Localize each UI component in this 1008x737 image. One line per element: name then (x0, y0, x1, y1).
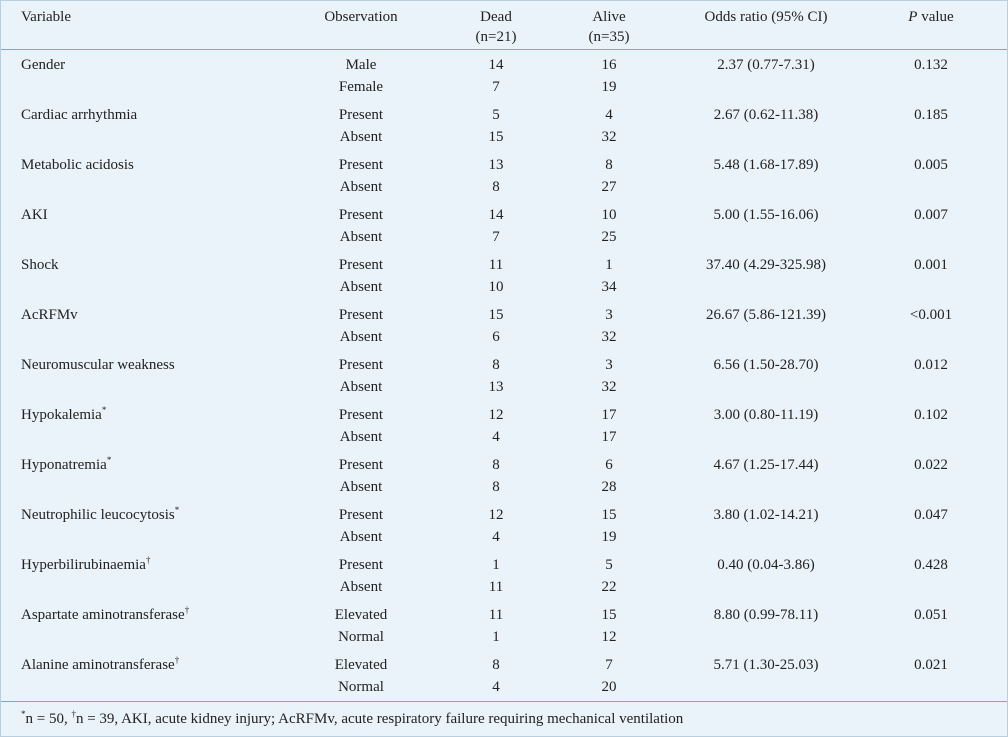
cell-dead (441, 605, 551, 648)
cell-alive (554, 155, 664, 198)
cell-variable (21, 405, 106, 427)
dead-count-1: 14 (488, 57, 504, 73)
dead-count-2: 4 (492, 678, 500, 695)
observation-2: Absent (339, 128, 383, 145)
cell-observation (286, 505, 436, 548)
dead-count-2: 6 (492, 328, 500, 345)
cell-dead (441, 455, 551, 498)
cell-odds-ratio: 5.48 (1.68-17.89) (713, 157, 819, 173)
variable-label: Cardiac arrhythmia (21, 107, 138, 123)
table-row (1, 500, 1007, 550)
dead-count-1: 11 (488, 257, 504, 273)
cell-dead (441, 305, 551, 348)
table-row (1, 50, 1007, 100)
header-p-rest: value (917, 9, 954, 25)
variable-label: Metabolic acidosis (21, 157, 134, 173)
table-row (1, 200, 1007, 250)
header-alive-label: Alive (592, 9, 626, 25)
cell-p-value: 0.047 (914, 507, 948, 523)
observation-1: Present (338, 357, 384, 373)
alive-count-1: 17 (601, 407, 617, 423)
cell-observation (286, 605, 436, 648)
alive-count-1: 15 (601, 507, 617, 523)
variable-label: Neuromuscular weakness (21, 357, 175, 373)
dead-count-2: 8 (492, 478, 500, 495)
footnote-mark-1: * (21, 709, 26, 719)
cell-p-value: 0.001 (914, 257, 948, 273)
observation-1: Present (338, 507, 384, 523)
header-p-italic: P (908, 9, 918, 25)
variable-label: Gender (21, 57, 66, 73)
cell-observation (286, 305, 436, 348)
cell-dead (441, 555, 551, 598)
cell-p-value: 0.005 (914, 157, 948, 173)
cell-variable (21, 55, 65, 77)
dead-count-1: 8 (492, 357, 500, 373)
observation-1: Present (338, 407, 384, 423)
observation-1: Present (338, 257, 384, 273)
alive-count-1: 5 (605, 557, 613, 573)
variable-label: Hyperbilirubinaemia (21, 557, 146, 573)
dead-count-1: 15 (488, 307, 504, 323)
dead-count-2: 4 (492, 528, 500, 545)
alive-count-2: 28 (601, 478, 617, 495)
variable-footnote-mark: † (184, 605, 190, 615)
footnote-part-1: n = 50, (25, 711, 72, 727)
variable-label: AKI (21, 207, 48, 223)
alive-count-1: 6 (605, 457, 613, 473)
table-row (1, 300, 1007, 350)
alive-count-2: 20 (601, 678, 617, 695)
table-row (1, 650, 1007, 700)
variable-footnote-mark: * (101, 405, 107, 415)
cell-odds-ratio: 37.40 (4.29-325.98) (706, 257, 826, 273)
cell-observation (286, 255, 436, 298)
observation-1: Present (338, 457, 384, 473)
observation-1: Present (338, 557, 384, 573)
observation-1: Present (338, 307, 384, 323)
cell-odds-ratio: 26.67 (5.86-121.39) (706, 307, 826, 323)
cell-observation (286, 355, 436, 398)
cell-observation (286, 455, 436, 498)
table-row (1, 550, 1007, 600)
cell-dead (441, 255, 551, 298)
dead-count-2: 8 (492, 178, 500, 195)
alive-count-2: 19 (601, 78, 617, 95)
table-row (1, 450, 1007, 500)
dead-count-1: 12 (488, 407, 504, 423)
cell-dead (441, 155, 551, 198)
cell-variable (21, 155, 134, 177)
cell-alive (554, 305, 664, 348)
cell-variable (21, 255, 59, 277)
alive-count-1: 4 (605, 107, 613, 123)
table-row (1, 100, 1007, 150)
cell-observation (286, 205, 436, 248)
dead-count-1: 13 (488, 157, 504, 173)
footnote-mark-2: † (71, 709, 76, 719)
table-row (1, 250, 1007, 300)
header-alive (554, 7, 664, 47)
alive-count-1: 8 (605, 157, 613, 173)
cell-p-value: 0.428 (914, 557, 948, 573)
cell-odds-ratio: 4.67 (1.25-17.44) (713, 457, 819, 473)
cell-observation (286, 55, 436, 98)
alive-count-2: 32 (601, 378, 617, 395)
cell-alive (554, 255, 664, 298)
header-dead-label: Dead (480, 9, 512, 25)
cell-odds-ratio: 0.40 (0.04-3.86) (717, 557, 815, 573)
dead-count-2: 10 (488, 278, 504, 295)
variable-label: Hyponatremia (21, 457, 107, 473)
cell-variable (21, 655, 179, 677)
observation-2: Absent (339, 278, 383, 295)
observation-1: Present (338, 107, 384, 123)
cell-p-value: 0.007 (914, 207, 948, 223)
cell-odds-ratio: 5.71 (1.30-25.03) (713, 657, 819, 673)
cell-observation (286, 405, 436, 448)
alive-count-2: 27 (601, 178, 617, 195)
observation-1: Male (345, 57, 377, 73)
table-body (1, 50, 1007, 701)
dead-count-1: 5 (492, 107, 500, 123)
table-row (1, 350, 1007, 400)
cell-p-value: 0.102 (914, 407, 948, 423)
observation-2: Absent (339, 178, 383, 195)
header-observation: Observation (324, 9, 398, 25)
observation-2: Normal (338, 678, 384, 695)
cell-dead (441, 205, 551, 248)
cell-observation (286, 105, 436, 148)
observation-2: Female (338, 78, 384, 95)
cell-variable (21, 555, 150, 577)
cell-variable (21, 305, 78, 327)
header-dead-n: (n=21) (475, 29, 517, 45)
cell-observation (286, 155, 436, 198)
dead-count-1: 12 (488, 507, 504, 523)
cell-p-value: <0.001 (909, 307, 953, 323)
alive-count-2: 32 (601, 128, 617, 145)
observation-2: Absent (339, 428, 383, 445)
variable-label: Hypokalemia (21, 407, 102, 423)
alive-count-2: 19 (601, 528, 617, 545)
cell-p-value: 0.021 (914, 657, 948, 673)
cell-alive (554, 105, 664, 148)
alive-count-1: 16 (601, 57, 617, 73)
table-header (1, 1, 1007, 50)
cell-p-value: 0.051 (914, 607, 948, 623)
variable-footnote-mark: * (174, 505, 180, 515)
dead-count-1: 8 (492, 457, 500, 473)
cell-dead (441, 355, 551, 398)
cell-alive (554, 405, 664, 448)
cell-dead (441, 55, 551, 98)
cell-observation (286, 555, 436, 598)
alive-count-1: 1 (605, 257, 613, 273)
variable-label: Neutrophilic leucocytosis (21, 507, 175, 523)
header-dead (441, 7, 551, 47)
cell-variable (21, 355, 175, 377)
alive-count-1: 3 (605, 307, 613, 323)
cell-variable (21, 605, 189, 627)
variable-label: Shock (21, 257, 59, 273)
observation-1: Elevated (334, 657, 388, 673)
cell-odds-ratio: 2.67 (0.62-11.38) (713, 107, 819, 123)
dead-count-2: 15 (488, 128, 504, 145)
dead-count-2: 4 (492, 428, 500, 445)
cell-dead (441, 405, 551, 448)
dead-count-1: 11 (488, 607, 504, 623)
cell-alive (554, 455, 664, 498)
table-row (1, 150, 1007, 200)
cell-variable (21, 205, 48, 227)
dead-count-2: 7 (492, 228, 500, 245)
cell-odds-ratio: 3.00 (0.80-11.19) (713, 407, 819, 423)
footnote-text (21, 709, 683, 729)
cell-odds-ratio: 2.37 (0.77-7.31) (717, 57, 815, 73)
observation-2: Absent (339, 328, 383, 345)
observation-2: Absent (339, 228, 383, 245)
observation-2: Normal (338, 628, 384, 645)
cell-alive (554, 355, 664, 398)
dead-count-1: 1 (492, 557, 500, 573)
dead-count-2: 7 (492, 78, 500, 95)
variable-footnote-mark: * (106, 455, 112, 465)
cell-odds-ratio: 3.80 (1.02-14.21) (713, 507, 819, 523)
alive-count-1: 3 (605, 357, 613, 373)
cell-alive (554, 555, 664, 598)
variable-footnote-mark: † (174, 655, 180, 665)
observation-2: Absent (339, 578, 383, 595)
cell-variable (21, 105, 137, 127)
cell-odds-ratio: 6.56 (1.50-28.70) (713, 357, 819, 373)
alive-count-1: 15 (601, 607, 617, 623)
observation-1: Elevated (334, 607, 388, 623)
observation-1: Present (338, 207, 384, 223)
observation-1: Present (338, 157, 384, 173)
alive-count-2: 12 (601, 628, 617, 645)
dead-count-2: 1 (492, 628, 500, 645)
variable-label: Aspartate aminotransferase (21, 607, 185, 623)
observation-2: Absent (339, 528, 383, 545)
cell-p-value: 0.132 (914, 57, 948, 73)
alive-count-2: 32 (601, 328, 617, 345)
cell-dead (441, 655, 551, 698)
cell-alive (554, 505, 664, 548)
dead-count-2: 11 (488, 578, 504, 595)
alive-count-2: 17 (601, 428, 617, 445)
header-alive-n: (n=35) (588, 29, 630, 45)
variable-footnote-mark: † (145, 555, 151, 565)
alive-count-2: 22 (601, 578, 617, 595)
cell-alive (554, 655, 664, 698)
header-variable: Variable (21, 9, 71, 25)
table-row (1, 400, 1007, 450)
cell-variable (21, 455, 111, 477)
header-odds-ratio: Odds ratio (95% CI) (704, 9, 828, 25)
alive-count-1: 7 (605, 657, 613, 673)
alive-count-1: 10 (601, 207, 617, 223)
table-footnote (1, 701, 1007, 737)
cell-alive (554, 55, 664, 98)
dead-count-2: 13 (488, 378, 504, 395)
cell-p-value: 0.022 (914, 457, 948, 473)
header-p-value (871, 7, 991, 27)
observation-2: Absent (339, 478, 383, 495)
footnote-part-2: n = 39, AKI, acute kidney injury; AcRFMv, acute respiratory failure requiring mechanical ventilation (75, 711, 684, 727)
cell-alive (554, 605, 664, 648)
variable-label: AcRFMv (21, 307, 78, 323)
variable-label: Alanine aminotransferase (21, 657, 175, 673)
dead-count-1: 8 (492, 657, 500, 673)
cell-observation (286, 655, 436, 698)
dead-count-1: 14 (488, 207, 504, 223)
observation-2: Absent (339, 378, 383, 395)
cell-variable (21, 505, 179, 527)
cell-dead (441, 105, 551, 148)
cell-odds-ratio: 8.80 (0.99-78.11) (713, 607, 819, 623)
table-row (1, 600, 1007, 650)
cell-odds-ratio: 5.00 (1.55-16.06) (713, 207, 819, 223)
cell-dead (441, 505, 551, 548)
alive-count-2: 34 (601, 278, 617, 295)
cell-alive (554, 205, 664, 248)
cell-p-value: 0.012 (914, 357, 948, 373)
alive-count-2: 25 (601, 228, 617, 245)
cell-p-value: 0.185 (914, 107, 948, 123)
